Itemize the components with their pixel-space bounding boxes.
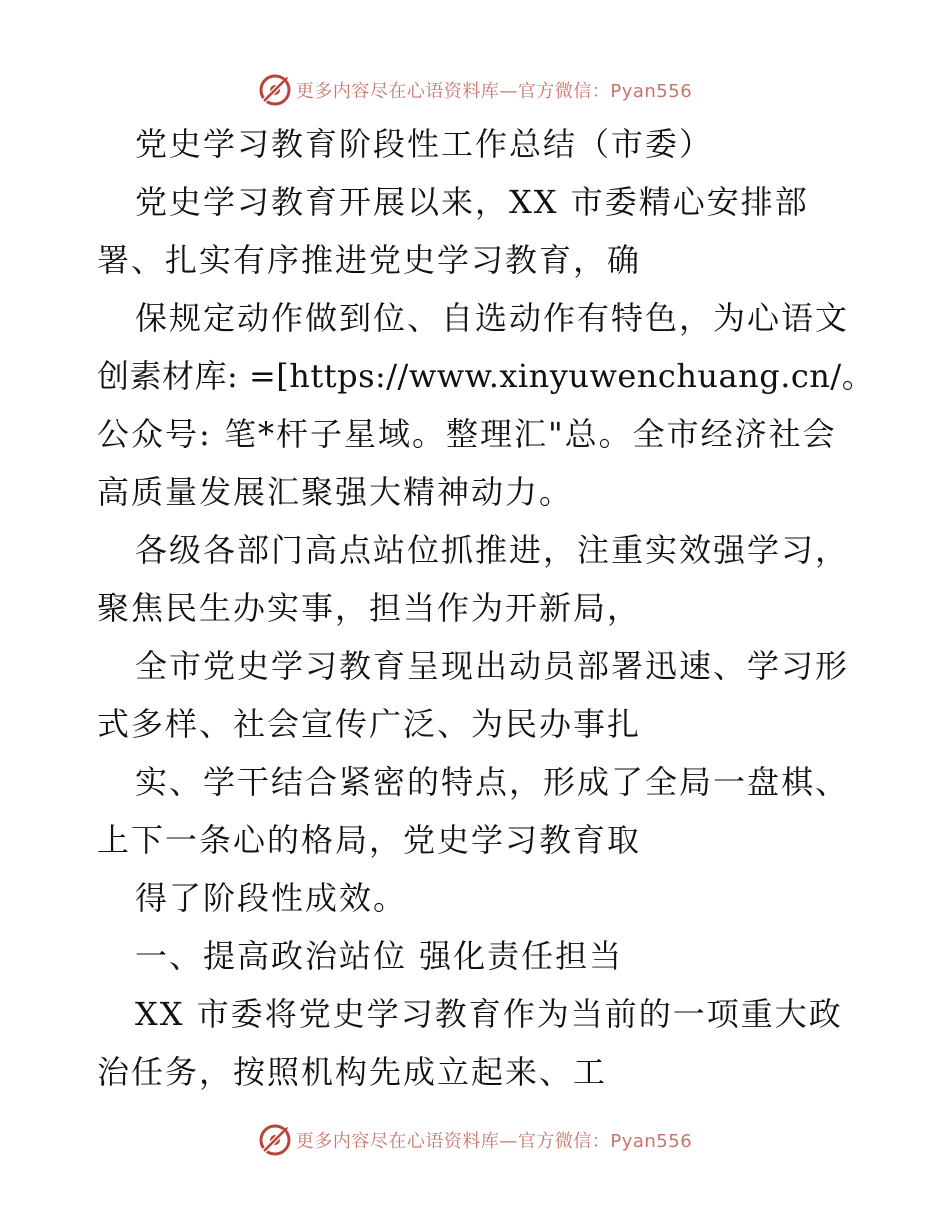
paragraph-line: 党史学习教育开展以来，XX 市委精心安排部	[135, 183, 809, 221]
paragraph-line: 各级各部门高点站位抓推进，注重实效强学习，	[135, 531, 850, 569]
paragraph-line: XX 市委将党史学习教育作为当前的一项重大政	[135, 995, 843, 1033]
watermark-text: 更多内容尽在心语资料库—官方微信：Pyan556	[295, 1131, 693, 1152]
paragraph-line: 实、学干结合紧密的特点，形成了全局一盘棋、	[135, 763, 850, 801]
paragraph-line: 治任务，按照机构先成立起来、工	[97, 1053, 608, 1091]
watermark-text: 更多内容尽在心语资料库—官方微信：Pyan556	[295, 81, 693, 102]
paragraph-line: 保规定动作做到位、自选动作有特色，为心语文	[135, 299, 850, 337]
paragraph-line: 高质量发展汇聚强大精神动力。	[97, 473, 574, 511]
paragraph-line: 署、扎实有序推进党史学习教育，确	[97, 241, 642, 279]
header-watermark	[0, 70, 950, 110]
paragraph-line: 得了阶段性成效。	[135, 879, 408, 917]
section-heading: 一、提高政治站位 强化责任担当	[135, 937, 624, 975]
paragraph-line: 创素材库: =[https://www.xinyuwenchuang.cn/。	[97, 357, 875, 395]
footer-watermark	[0, 1120, 950, 1160]
paragraph-line: 聚焦民生办实事，担当作为开新局，	[97, 589, 642, 627]
paragraph-line: 公众号: 笔*杆子星域。整理汇"总。全市经济社会	[97, 415, 837, 453]
brand-logo-icon	[258, 1123, 292, 1157]
paragraph-line: 上下一条心的格局，党史学习教育取	[97, 821, 642, 859]
paragraph-line: 式多样、社会宣传广泛、为民办事扎	[97, 705, 642, 743]
brand-logo-icon	[258, 73, 292, 107]
document-title: 党史学习教育阶段性工作总结（市委）	[135, 125, 714, 163]
paragraph-line: 全市党史学习教育呈现出动员部署迅速、学习形	[135, 647, 850, 685]
